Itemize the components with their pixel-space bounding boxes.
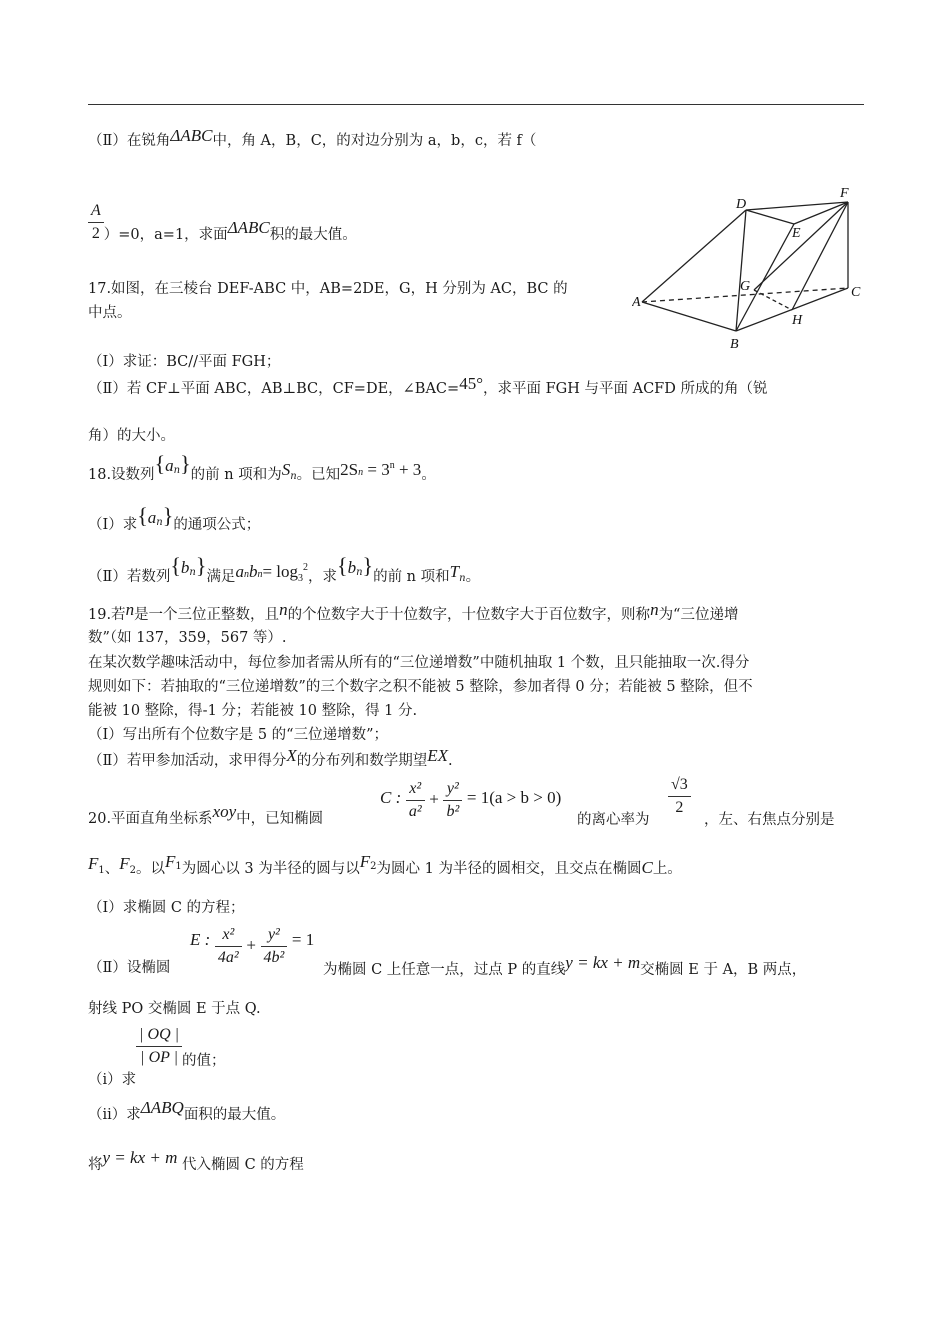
brace: } (180, 451, 191, 476)
frac-num: y² (443, 778, 462, 801)
frac-den: a² (408, 803, 422, 820)
text: 满足 (206, 569, 236, 585)
eq-part: a (235, 562, 244, 581)
math-f: F (119, 854, 130, 873)
text: ，求平面 FGH 与平面 ACFD 所成的角（锐 (483, 381, 768, 397)
label-a: A (632, 295, 641, 310)
frac-y2-4b2 (261, 924, 288, 969)
text: 。以 (136, 861, 166, 877)
label-f: F (840, 186, 849, 201)
q20-part2-line1 (88, 958, 170, 978)
math-triangle-abq: ΔABQ (140, 1098, 184, 1117)
q20-part2-i (88, 1024, 226, 1088)
label-g: G (740, 279, 751, 294)
frac-oq-op (136, 1024, 182, 1069)
math-f: F (88, 854, 99, 873)
superscript-n: n (389, 460, 395, 471)
subscript-1: 1 (175, 861, 182, 872)
q16-part2-line1 (88, 126, 537, 151)
math-c: C (641, 858, 653, 877)
eq-part: E : (190, 929, 211, 949)
brace: } (162, 503, 174, 528)
text: 的个位数字大于十位数字，十位数字大于百位数字，则称 (287, 607, 651, 623)
brace: } (195, 553, 207, 578)
q17-stem-line2: 中点。 (88, 305, 132, 321)
text: 、 (104, 861, 120, 877)
text: 。 (421, 467, 436, 483)
subscript-n: n (358, 467, 364, 478)
frac-den: 2 (91, 225, 100, 242)
frac-den: | OP | (140, 1049, 179, 1066)
superscript-2: 2 (303, 562, 308, 573)
q20-part2-line2: 射线 PO 交椭圆 E 于点 Q. (88, 1001, 261, 1017)
frac-den: 4b² (263, 949, 285, 966)
text: （i）求 (88, 1071, 137, 1088)
frac-num: A (88, 200, 104, 223)
q20-stem-line1-c: ，左、右焦点分别是 (704, 812, 835, 828)
text: 的通项公式； (173, 517, 261, 533)
text: 为圆心 1 为半径的圆相交，且交点在椭圆 (376, 861, 642, 877)
text: ，求 (308, 569, 337, 585)
edge-eb (736, 224, 794, 331)
frac-x2-4a2 (215, 924, 242, 969)
frac-num: y² (261, 924, 288, 947)
text: （Ⅱ）若 CF⊥平面 ABC，AB⊥BC，CF=DE，∠BAC= (88, 381, 460, 397)
text: 的前 n 项和为 (190, 467, 282, 483)
text: （Ⅱ）若数列 (88, 569, 171, 585)
brace: { (337, 553, 348, 578)
edge-db (736, 210, 746, 331)
math-a: a (147, 508, 157, 527)
text: （Ⅱ）设椭圆 (88, 960, 171, 976)
brace: { (154, 451, 166, 476)
text: （Ⅰ）求 (88, 517, 138, 533)
q20-stem-line1-b: 的离心率为 (577, 812, 650, 828)
subscript-n: n (156, 517, 163, 528)
text: 的前 n 项和 (373, 569, 450, 585)
math-eq-2sn (340, 460, 421, 479)
eq-part: b (248, 562, 258, 581)
q16-part2-line2 (88, 200, 357, 245)
q17-stem-line1: 17.如图，在三棱台 DEF-ABC 中，AB=2DE，G，H 分别为 AC，BC 的 (88, 281, 568, 297)
text: 的值； (182, 1052, 226, 1069)
solution-line (88, 1148, 304, 1175)
eq-part: + 3 (398, 460, 422, 479)
frac-sqrt3-over-2 (668, 774, 691, 819)
frustum-figure (632, 182, 864, 354)
math-anbn-log (235, 562, 308, 584)
math-45-degree: 45° (459, 374, 483, 393)
q20-part1: （Ⅰ）求椭圆 C 的方程； (88, 900, 245, 916)
math-n: n (125, 600, 135, 619)
edge-ab (642, 302, 736, 331)
math-b: b (180, 558, 190, 577)
text: 面积的最大值。 (183, 1107, 286, 1123)
math-b: b (347, 558, 357, 577)
eq-part: = 1(a > b > 0) (466, 787, 562, 807)
frac-den: b² (446, 803, 460, 820)
subscript-2: 2 (370, 861, 377, 872)
math-f: F (359, 852, 371, 871)
fraction-a-over-2 (88, 200, 104, 245)
eq-part: 2S (340, 460, 359, 479)
text: 。 (465, 569, 481, 585)
frac-num: √3 (668, 774, 691, 797)
subscript-n: n (173, 465, 181, 476)
frac-y2-b2 (443, 778, 462, 823)
eq-part: C : (380, 787, 402, 807)
frac-num: x² (406, 778, 425, 801)
subscript-n: n (290, 471, 297, 482)
math-ex: EX (427, 746, 449, 765)
q20-stem-line2 (88, 852, 682, 881)
q19-rule-line1: 在某次数学趣味活动中，每位参加者需从所有的“三位递增数”中随机抽取 1 个数，且只能抽取一次.得分 (88, 655, 750, 671)
text: 18.设数列 (88, 467, 155, 483)
frac-num: x² (215, 924, 242, 947)
brace: } (362, 553, 374, 578)
q19-stem-line1 (88, 600, 739, 625)
math-n: n (279, 600, 288, 619)
text: 代入椭圆 C 的方程 (181, 1157, 304, 1173)
text: 19.若 (88, 607, 126, 623)
eq-part: = 1 (291, 929, 315, 949)
math-a: a (165, 456, 174, 475)
q18-stem (88, 451, 436, 487)
edge-fg (754, 202, 848, 290)
q20-part2-line1-b (323, 953, 807, 979)
q17-part1: （Ⅰ）求证：BC//平面 FGH； (88, 354, 281, 370)
q19-rule-line3: 能被 10 整除，得-1 分；若能被 10 整除，得 1 分. (88, 703, 418, 719)
text: . (448, 753, 453, 769)
frac-den: 2 (675, 799, 684, 816)
q19-part1: （Ⅰ）写出所有个位数字是 5 的“三位递增数”； (88, 727, 388, 743)
text: 中，已知椭圆 (236, 811, 324, 827)
text: 的分布列和数学期望 (296, 753, 428, 769)
frac (668, 774, 691, 819)
text: 交椭圆 E 于 A，B 两点， (640, 962, 807, 978)
math-line: y = kx + m (102, 1148, 178, 1167)
subscript-1: 1 (98, 865, 105, 876)
q18-part2 (88, 553, 481, 589)
text: 为“三位递增 (658, 607, 739, 623)
label-e: E (792, 226, 801, 241)
subscript-n: n (243, 569, 249, 580)
text: 将 (88, 1157, 103, 1173)
frac-x2-a2 (406, 778, 425, 823)
frac-num: | OQ | (136, 1024, 182, 1047)
text: 积的最大值。 (269, 226, 357, 243)
edge-fh (792, 202, 848, 310)
subscript-n: n (356, 567, 363, 578)
math-line: y = kx + m (565, 953, 641, 972)
q17-part2 (88, 374, 768, 399)
text: （Ⅱ）若甲参加活动，求甲得分 (88, 753, 287, 769)
math-ellipse-e (190, 924, 314, 969)
math-f: F (165, 852, 176, 871)
text: 是一个三位正整数，且 (134, 607, 280, 623)
math-xoy: xoy (212, 802, 237, 821)
q19-part2 (88, 746, 453, 771)
subscript-2: 2 (129, 865, 137, 876)
brace: { (137, 503, 148, 528)
eq-part: = log (262, 562, 298, 581)
brace: { (170, 553, 181, 578)
text: 。已知 (296, 467, 341, 483)
q18-part1 (88, 503, 261, 537)
eq-part: = 3 (367, 460, 390, 479)
text: 20.平面直角坐标系 (88, 811, 213, 827)
text: 中，角 A，B，C，的对边分别为 a，b，c，若 f（ (212, 133, 537, 149)
label-d: D (736, 197, 747, 212)
q19-rule-line2: 规则如下：若抽取的“三位递增数”的三个数字之积不能被 5 整除，参加者得 0 分；若能被 5 整除，但不 (88, 679, 753, 695)
text: （Ⅱ）在锐角 (88, 133, 171, 149)
frac-den: 4a² (217, 949, 239, 966)
text: 为圆心以 3 为半径的圆与以 (181, 861, 360, 877)
q19-stem-line2: 数”（如 137，359，567 等）. (88, 630, 287, 646)
label-b: B (730, 337, 739, 352)
text: （ii）求 (88, 1107, 141, 1123)
label-c: C (851, 285, 861, 300)
math-x: X (286, 746, 297, 765)
subscript-3: 3 (298, 573, 303, 584)
subscript-n: n (189, 567, 196, 578)
edge-ad (642, 210, 746, 302)
edge-de (746, 210, 794, 224)
text: ）=0，a=1，求面 (103, 226, 228, 243)
q20-part2-ii (88, 1098, 286, 1125)
text: 上。 (652, 861, 682, 877)
math-n: n (650, 600, 659, 619)
subscript-n: n (257, 569, 263, 580)
q17-part2-cont: 角）的大小。 (88, 428, 175, 444)
edge-gh (754, 290, 792, 310)
math-triangle: ΔABC (227, 217, 270, 237)
eq-part: + (246, 935, 256, 955)
math-s: S (281, 460, 291, 479)
math-ellipse-c (380, 778, 561, 823)
header-rule (88, 104, 864, 105)
math-triangle: ΔABC (170, 126, 213, 145)
math-t: T (449, 562, 460, 581)
q20-stem-line1 (88, 802, 324, 829)
eq-part: + (429, 789, 439, 809)
text: 为椭圆 C 上任意一点，过点 P 的直线 (323, 962, 566, 978)
subscript-n: n (459, 573, 466, 584)
label-h: H (792, 313, 803, 328)
